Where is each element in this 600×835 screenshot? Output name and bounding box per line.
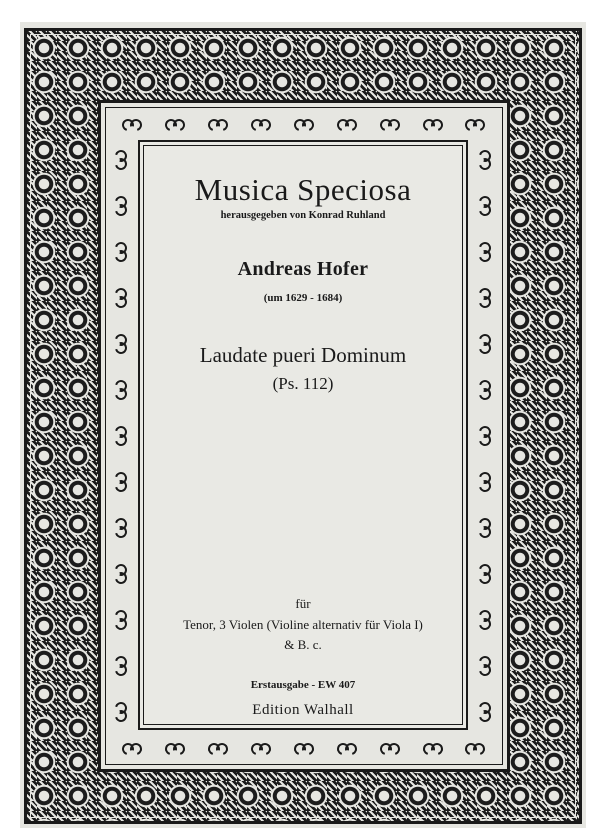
scroll-ornament: [480, 335, 492, 353]
scroll-ornament: [480, 565, 492, 583]
scroll-ornament: [252, 118, 270, 130]
scroll-ornament: [116, 473, 128, 491]
scroll-ornament: [424, 742, 442, 754]
scroll-ornament: [480, 473, 492, 491]
scroll-ornament: [116, 381, 128, 399]
scroll-ornament: [116, 703, 128, 721]
scroll-ornament: [466, 118, 484, 130]
scroll-ornament: [123, 742, 141, 754]
scroll-ornament: [116, 519, 128, 537]
scroll-ornament: [252, 742, 270, 754]
scroll-ornament: [116, 335, 128, 353]
scroll-ornament: [480, 381, 492, 399]
series-editor: herausgegeben von Konrad Ruhland: [220, 210, 386, 221]
instrumentation-intro: für: [295, 596, 311, 611]
series-title: Musica Speciosa: [194, 172, 412, 207]
scroll-ornament: [295, 118, 313, 130]
scroll-ornament: [116, 197, 128, 215]
title-panel: [138, 140, 468, 730]
scroll-column-right: [475, 137, 497, 735]
scroll-row-top: [111, 113, 497, 135]
scroll-ornament: [338, 118, 356, 130]
scroll-ornament: [123, 118, 141, 130]
composer-dates: (um 1629 - 1684): [263, 292, 343, 304]
publisher-name: Edition Walhall: [252, 702, 354, 718]
scroll-ornament: [480, 197, 492, 215]
scroll-ornament: [116, 611, 128, 629]
scroll-ornament: [480, 151, 492, 169]
scroll-ornament: [209, 742, 227, 754]
work-title: Laudate pueri Dominum: [199, 343, 407, 367]
instrumentation-line: & B. c.: [284, 637, 322, 652]
scroll-ornament: [209, 118, 227, 130]
scroll-ornament: [116, 427, 128, 445]
scroll-ornament: [466, 742, 484, 754]
scroll-ornament: [381, 118, 399, 130]
scroll-column-left: [111, 137, 133, 735]
edition-note: Erstausgabe - EW 407: [250, 679, 356, 691]
scroll-ornament: [480, 289, 492, 307]
work-subtitle: (Ps. 112): [272, 374, 334, 393]
scroll-ornament: [116, 151, 128, 169]
scroll-ornament: [116, 657, 128, 675]
scroll-ornament: [480, 427, 492, 445]
scroll-ornament: [295, 742, 313, 754]
scroll-ornament: [166, 118, 184, 130]
scroll-ornament: [480, 519, 492, 537]
scroll-ornament: [480, 611, 492, 629]
scroll-ornament: [116, 289, 128, 307]
scroll-ornament: [480, 657, 492, 675]
scroll-row-bottom: [111, 737, 497, 759]
scroll-ornament: [480, 243, 492, 261]
scroll-ornament: [480, 703, 492, 721]
composer-name: Andreas Hofer: [237, 258, 369, 280]
instrumentation-line: Tenor, 3 Violen (Violine alternativ für Viola I): [183, 617, 423, 632]
scroll-ornament: [381, 742, 399, 754]
scroll-ornament: [424, 118, 442, 130]
scroll-ornament: [338, 742, 356, 754]
scroll-ornament: [166, 742, 184, 754]
scroll-ornament: [116, 243, 128, 261]
scroll-ornament: [116, 565, 128, 583]
